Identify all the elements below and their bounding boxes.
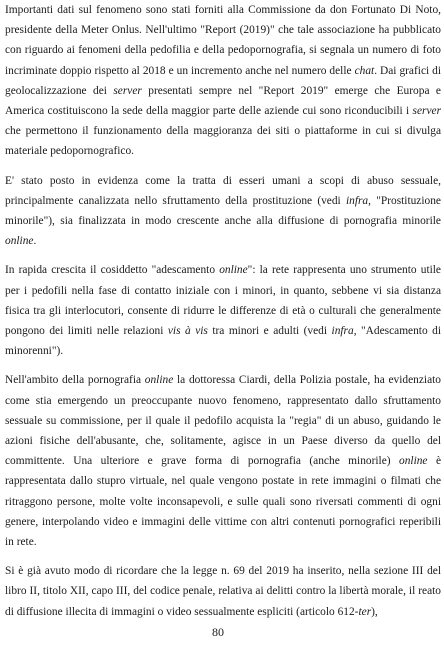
paragraph-human-trafficking: E' stato posto in evidenza come la tratta di esseri umani a scopi di abuso sessuale, principalmente canalizzata nello sfruttamento della prostituzione (vedi infra, "Prostituzione minorile"), sia finalizzata in modo crescente anche alla diffusione di pornografia minorile online. — [5, 174, 441, 248]
italic-term: chat — [354, 64, 375, 77]
italic-term: online — [399, 455, 428, 468]
italic-term: infra — [345, 194, 369, 207]
italic-term: server — [113, 84, 142, 97]
paragraph-online-grooming: In rapida crescita il cosiddetto "adescamento online": la rete rappresenta uno strumento utile per i pedofili nella fase di contatto iniziale con i minori, in quanto, sebbene vi sia distanza fisica tra gli interlocutori, consente di ridurre le differenze di età o culturali che generalmente pongono dei limiti nelle relazioni vis à vis tra minori e adulti (vedi infra, "Adescamento di minorenni"). — [5, 264, 442, 358]
italic-term: infra — [331, 325, 354, 338]
italic-term: online — [219, 264, 248, 277]
paragraph-law-69-2019: Si è già avuto modo di ricordare che la legge n. 69 del 2019 ha inserito, nella sezione III del libro II, titolo XII, capo III, del codice penale, relativa ai delitti contro la libertà morale, il reato di diffusione illecita di immagini o video sessualmente espliciti (articolo 612-ter), — [5, 565, 441, 618]
italic-term: online — [144, 374, 174, 387]
italic-term: ter — [358, 605, 372, 618]
italic-term: server — [412, 105, 441, 118]
italic-term: vis à vis — [167, 325, 208, 338]
paragraph-meter-onlus-report: Importanti dati sul fenomeno sono stati forniti alla Commissione da don Fortunato Di Noto, presidente della Meter Onlus. Nell'ultimo "Report (2019)" che tale associazione ha pubblicato con riguardo ai fenomeni della pedofilia e della pedopornografia, si segnala un numero di foto incriminate doppio rispetto al 2018 e un incremento anche nel numero delle chat. Dai grafici di geolocalizzazione dei server presentati sempre nel "Report 2019" emerge che Europa e America costituiscono la sede della maggior parte delle aziende cui sono riconducibili i server che permettono il funzionamento della maggioranza dei siti o piattaforme in cui si divulga materiale pedopornografico. — [5, 4, 442, 158]
document-page — [5, 0, 441, 650]
italic-term: online — [5, 235, 34, 248]
page-number: 80 — [212, 625, 224, 639]
paragraph-online-pornography: Nell'ambito della pornografia online la dottoressa Ciardi, della Polizia postale, ha evidenziato come stia emergendo un preoccupante nuovo fenomeno, rappresentato dallo sfruttamento sessuale su commissione, per il quale il pedofilo acquista la "regia" di un abuso, guidando le azioni fisiche dell'abusante, che, solitamente, agisce in un Paese diverso da quello del committente. Una ulteriore e grave forma di pornografia (anche minorile) online è rappresentata dallo stupro virtuale, nel quale vengono postate in rete immagini o filmati che ritraggono persone, molte volte inconsapevoli, e sulle quali sono riversati commenti di ogni genere, interpolando video e immagini delle vittime con altri contenuti pornografici reperibili in rete. — [5, 374, 441, 549]
